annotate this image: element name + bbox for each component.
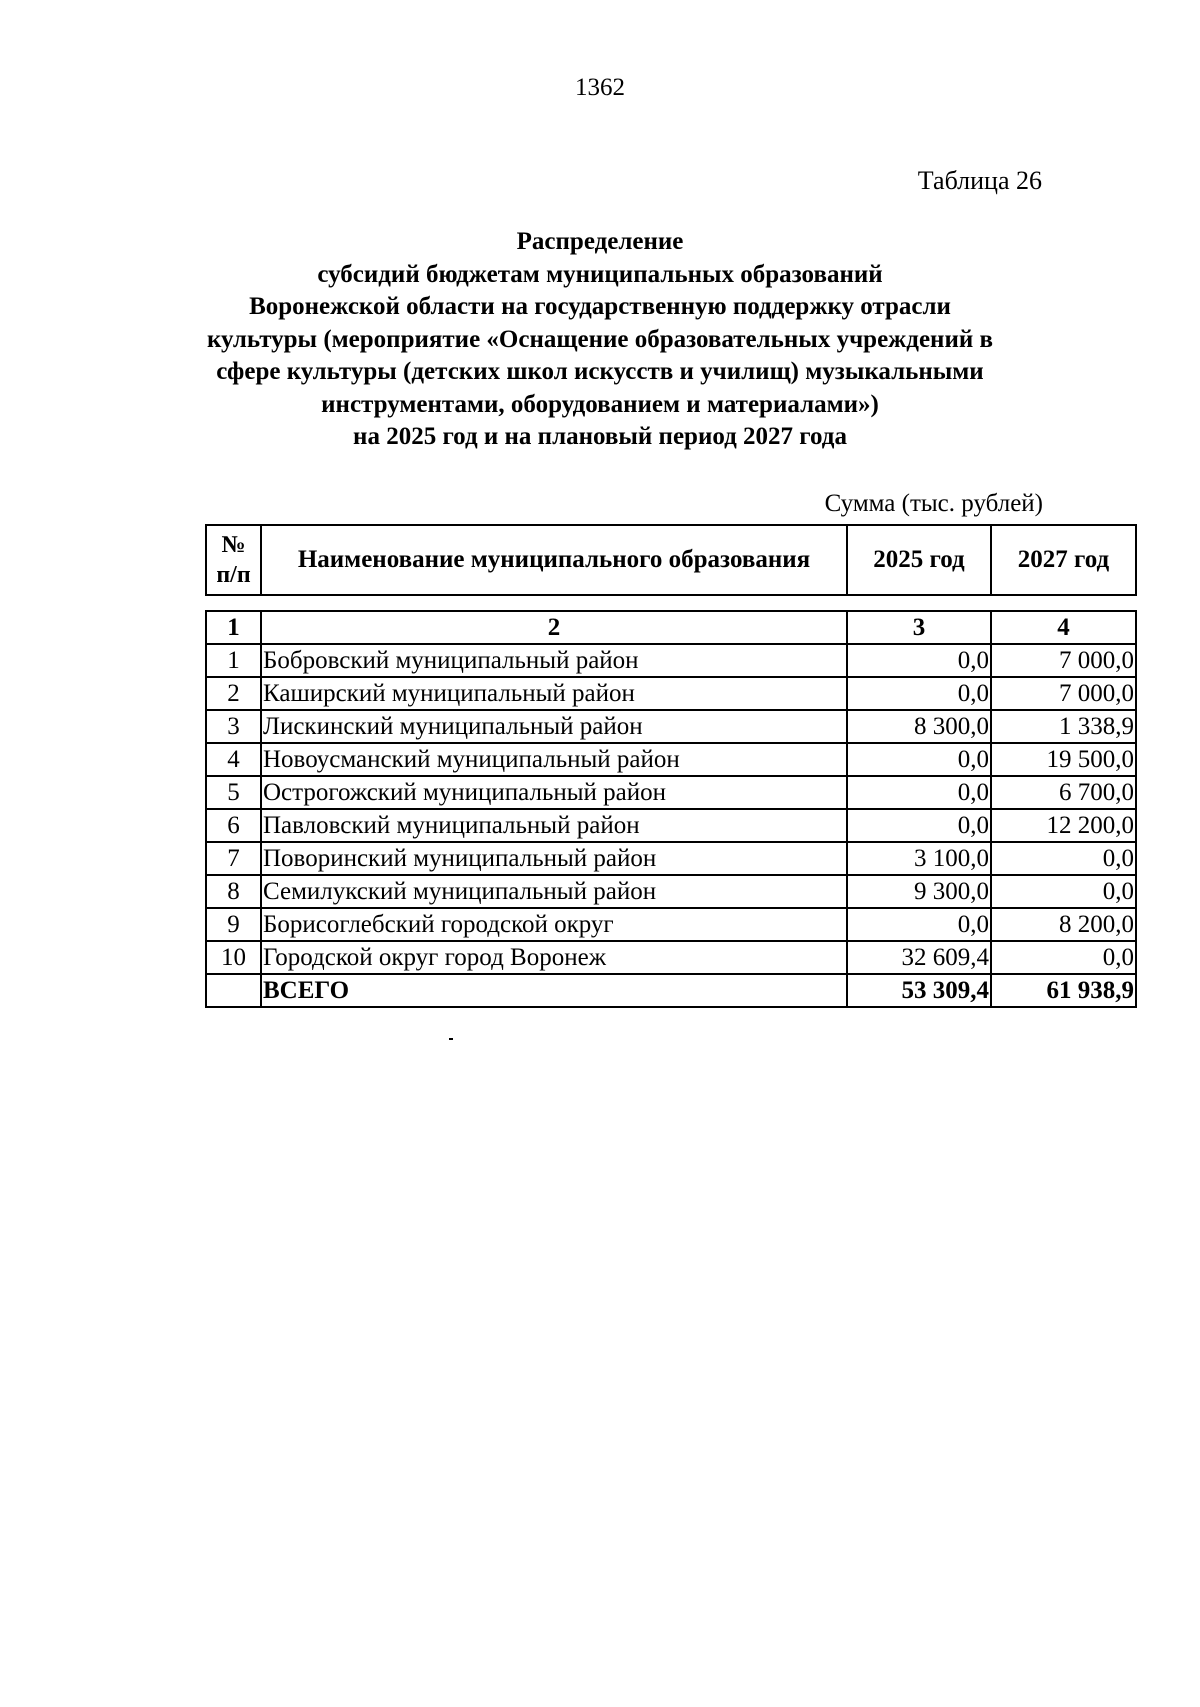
amount-2027: 1 338,9	[991, 710, 1136, 743]
header-number-abbr: п/п	[216, 562, 251, 588]
table-row	[206, 842, 1136, 875]
municipality-name: Павловский муниципальный район	[261, 809, 847, 842]
amount-2027: 19 500,0	[991, 743, 1136, 776]
table-row	[206, 743, 1136, 776]
amount-2027: 12 200,0	[991, 809, 1136, 842]
amount-2027: 6 700,0	[991, 776, 1136, 809]
amount-2027: 8 200,0	[991, 908, 1136, 941]
municipality-name: Новоусманский муниципальный район	[261, 743, 847, 776]
total-2025: 53 309,4	[847, 974, 991, 1007]
amount-2025: 3 100,0	[847, 842, 991, 875]
header-cell-2025: 2025 год	[847, 525, 991, 595]
column-numbering-row	[206, 611, 1136, 644]
total-label: ВСЕГО	[261, 974, 847, 1007]
row-number: 7	[206, 842, 261, 875]
amount-2027: 0,0	[991, 941, 1136, 974]
amount-2025: 0,0	[847, 677, 991, 710]
title-line: Воронежской области на государственную поддержку отрасли	[249, 293, 951, 320]
data-table	[205, 610, 1137, 1008]
title-line: культуры (мероприятие «Оснащение образовательных учреждений в	[206, 325, 994, 353]
row-number: 10	[206, 941, 261, 974]
amount-2027: 0,0	[991, 875, 1136, 908]
column-number-cell: 2	[261, 611, 847, 644]
municipality-name: Борисоглебский городской округ	[261, 908, 847, 941]
page-number: 1362	[575, 74, 625, 101]
table-row	[206, 809, 1136, 842]
table-row	[206, 875, 1136, 908]
row-number: 2	[206, 677, 261, 710]
title-line: сфере культуры (детских школ искусств и училищ) музыкальными	[216, 358, 984, 385]
title-line: субсидий бюджетам муниципальных образований	[317, 260, 883, 288]
row-number: 1	[206, 644, 261, 677]
municipality-name: Лискинский муниципальный район	[261, 710, 847, 743]
row-number: 4	[206, 743, 261, 776]
document-title	[160, 226, 1040, 454]
municipality-name: Бобровский муниципальный район	[261, 644, 847, 677]
table-row	[206, 941, 1136, 974]
header-cell-name: Наименование муниципального образования	[261, 525, 847, 595]
row-number: 6	[206, 809, 261, 842]
row-number: 3	[206, 710, 261, 743]
table-row	[206, 776, 1136, 809]
header-row	[206, 525, 1136, 595]
table-header	[205, 524, 1137, 596]
amount-2027: 7 000,0	[991, 677, 1136, 710]
amount-2025: 0,0	[847, 743, 991, 776]
stray-mark	[449, 1038, 453, 1040]
header-cell-2027: 2027 год	[991, 525, 1136, 595]
amount-2025: 32 609,4	[847, 941, 991, 974]
row-number: 8	[206, 875, 261, 908]
row-number: 5	[206, 776, 261, 809]
row-number: 9	[206, 908, 261, 941]
table-label: Таблица 26	[917, 166, 1042, 195]
total-row	[206, 974, 1136, 1007]
amount-2025: 0,0	[847, 908, 991, 941]
municipality-name: Каширский муниципальный район	[261, 677, 847, 710]
municipality-name: Семилукский муниципальный район	[261, 875, 847, 908]
units-label: Сумма (тыс. рублей)	[824, 490, 1043, 517]
row-number	[206, 974, 261, 1007]
municipality-name: Городской округ город Воронеж	[261, 941, 847, 974]
header-cell-number	[206, 525, 261, 595]
title-line: Распределение	[516, 228, 684, 255]
header-number-sign: №	[221, 532, 246, 558]
table-row	[206, 644, 1136, 677]
total-2027: 61 938,9	[991, 974, 1136, 1007]
amount-2027: 0,0	[991, 842, 1136, 875]
title-line: на 2025 год и на плановый период 2027 года	[353, 423, 847, 450]
column-number-cell: 4	[991, 611, 1136, 644]
title-line: инструментами, оборудованием и материалами»)	[321, 390, 879, 418]
table-row	[206, 677, 1136, 710]
amount-2025: 9 300,0	[847, 875, 991, 908]
amount-2027: 7 000,0	[991, 644, 1136, 677]
table-row	[206, 710, 1136, 743]
municipality-name: Острогожский муниципальный район	[261, 776, 847, 809]
amount-2025: 8 300,0	[847, 710, 991, 743]
column-number-cell: 3	[847, 611, 991, 644]
amount-2025: 0,0	[847, 776, 991, 809]
column-number-cell: 1	[206, 611, 261, 644]
amount-2025: 0,0	[847, 809, 991, 842]
table-row	[206, 908, 1136, 941]
amount-2025: 0,0	[847, 644, 991, 677]
municipality-name: Поворинский муниципальный район	[261, 842, 847, 875]
